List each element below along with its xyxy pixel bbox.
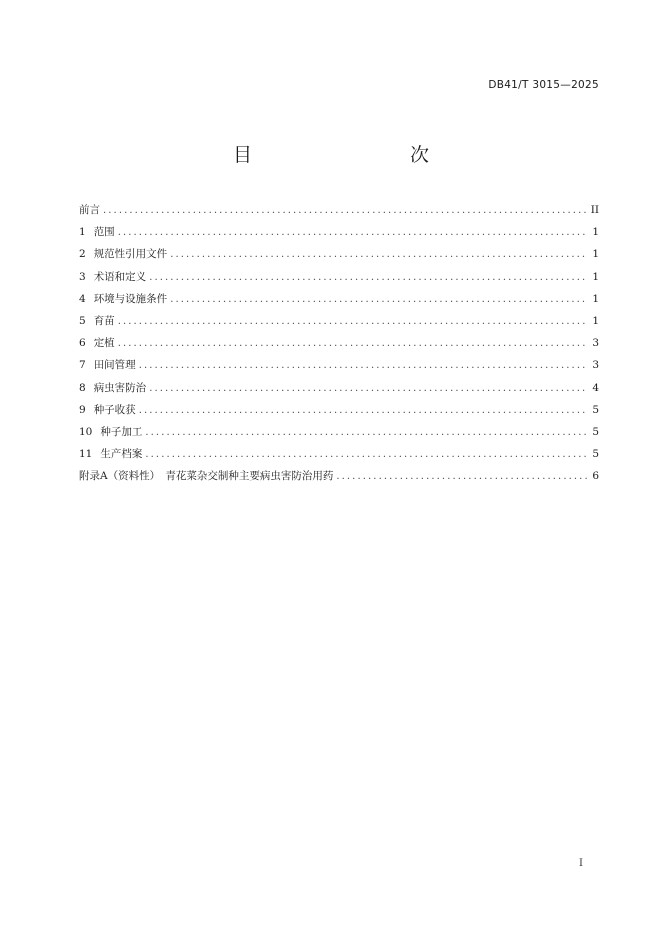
toc-entry-field-management[interactable]: [79, 354, 599, 376]
toc-entry-seed-harvest[interactable]: [79, 399, 599, 421]
toc-page-number: 5: [592, 448, 599, 461]
toc-entry-label: 2 规范性引用文件: [79, 248, 168, 261]
toc-page-number: 4: [592, 381, 599, 394]
toc-entry-seedling[interactable]: [79, 310, 599, 332]
toc-page-number: 1: [592, 292, 599, 305]
toc-entry-environment[interactable]: [79, 288, 599, 310]
toc-entry-label: 3 术语和定义: [79, 270, 147, 283]
toc-leader-dots: [170, 244, 588, 266]
toc-entry-transplanting[interactable]: [79, 332, 599, 354]
toc-page-number: 3: [592, 359, 599, 372]
toc-page-number: 6: [592, 470, 599, 483]
toc-page-number: II: [590, 204, 599, 216]
toc-entry-label: 10 种子加工: [79, 425, 143, 438]
standard-code: DB41/T 3015—2025: [488, 79, 599, 91]
toc-entry-label: 前言: [79, 204, 100, 216]
toc-page-number: 1: [592, 248, 599, 261]
toc-leader-dots: [139, 355, 588, 377]
toc-entry-label: 11 生产档案: [79, 448, 143, 461]
toc-entry-label: 1 范围: [79, 226, 115, 239]
toc-page-number: 5: [592, 403, 599, 416]
page-title: 目 次: [232, 144, 469, 166]
toc-leader-dots: [170, 289, 588, 311]
toc-leader-dots: [336, 466, 588, 488]
toc-leader-dots: [149, 378, 588, 400]
toc-entry-pest-control[interactable]: [79, 377, 599, 399]
toc-entry-label: 9 种子收获: [79, 403, 136, 416]
toc-entry-appendix-a[interactable]: [79, 465, 599, 487]
toc-leader-dots: [145, 422, 588, 444]
toc-page-number: 1: [592, 226, 599, 239]
toc-entry-label: 4 环境与设施条件: [79, 292, 168, 305]
toc-entry-production-records[interactable]: [79, 443, 599, 465]
toc-entry-label: 6 定植: [79, 337, 115, 350]
toc-leader-dots: [103, 200, 588, 222]
toc-entry-seed-processing[interactable]: [79, 421, 599, 443]
toc-page-number: 1: [592, 314, 599, 327]
toc-page-number: 1: [592, 270, 599, 283]
table-of-contents: [79, 199, 599, 487]
page-number: I: [579, 858, 583, 869]
toc-entry-label: 附录A（资料性） 青花菜杂交制种主要病虫害防治用药: [79, 470, 334, 483]
toc-entry-foreword[interactable]: [79, 199, 599, 221]
toc-page-number: 5: [592, 425, 599, 438]
toc-page-number: 3: [592, 337, 599, 350]
toc-entry-normative-references[interactable]: [79, 243, 599, 265]
toc-leader-dots: [149, 267, 588, 289]
toc-entry-scope[interactable]: [79, 221, 599, 243]
toc-entry-terms[interactable]: [79, 266, 599, 288]
toc-entry-label: 8 病虫害防治: [79, 381, 147, 394]
toc-leader-dots: [145, 444, 588, 466]
toc-leader-dots: [118, 311, 588, 333]
toc-entry-label: 7 田间管理: [79, 359, 136, 372]
toc-leader-dots: [118, 222, 588, 244]
toc-entry-label: 5 育苗: [79, 314, 115, 327]
toc-leader-dots: [139, 400, 588, 422]
toc-leader-dots: [118, 333, 588, 355]
